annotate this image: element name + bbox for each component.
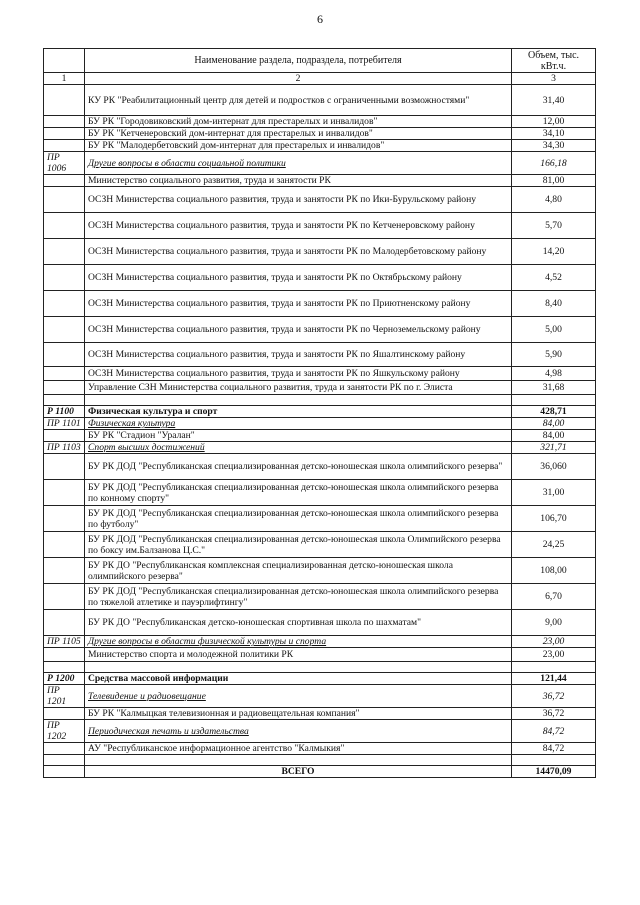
- row-code: ПР 1105: [44, 636, 85, 648]
- table-row: [44, 610, 596, 636]
- row-value: [512, 395, 596, 406]
- row-name: БУ РК ДОД "Республиканская специализированная детско-юношеская школа олимпийского резерва по конному спорту": [85, 480, 512, 506]
- table-row: [44, 454, 596, 480]
- row-value: 14,20: [512, 239, 596, 265]
- row-name: БУ РК "Стадион "Уралан": [85, 430, 512, 442]
- row-code: [44, 755, 85, 766]
- table-header-row: [44, 49, 596, 73]
- table-row: [44, 291, 596, 317]
- table-row: [44, 532, 596, 558]
- row-value: 321,71: [512, 442, 596, 454]
- row-name: ОСЗН Министерства социального развития, труда и занятости РК по Яшкульскому району: [85, 367, 512, 381]
- row-name: ОСЗН Министерства социального развития, труда и занятости РК по Кетченеровскому району: [85, 213, 512, 239]
- row-value: 4,80: [512, 187, 596, 213]
- table-row: [44, 116, 596, 128]
- row-name: [85, 755, 512, 766]
- table-row: [44, 128, 596, 140]
- row-value: 4,52: [512, 265, 596, 291]
- sub-row: [44, 720, 596, 743]
- row-value: 5,90: [512, 343, 596, 367]
- row-code: [44, 532, 85, 558]
- table-row: [44, 381, 596, 395]
- row-code: [44, 454, 85, 480]
- row-value: 166,18: [512, 152, 596, 175]
- row-value: 31,40: [512, 85, 596, 116]
- row-code: ПР 1101: [44, 418, 85, 430]
- row-value: 23,00: [512, 636, 596, 648]
- row-value: 36,72: [512, 685, 596, 708]
- row-code: Р 1200: [44, 673, 85, 685]
- row-code: [44, 558, 85, 584]
- table-row: [44, 175, 596, 187]
- header-code-cell: [44, 49, 85, 73]
- row-code: [44, 662, 85, 673]
- row-name: АУ "Республиканское информационное агентство "Калмыкия": [85, 743, 512, 755]
- row-name: БУ РК ДОД "Республиканская специализированная детско-юношеская школа олимпийского резерва по футболу": [85, 506, 512, 532]
- row-code: [44, 766, 85, 778]
- row-name: Управление СЗН Министерства социального развития, труда и занятости РК по г. Элиста: [85, 381, 512, 395]
- table-row: [44, 343, 596, 367]
- row-code: [44, 610, 85, 636]
- row-name: БУ РК "Калмыцкая телевизионная и радиовещательная компания": [85, 708, 512, 720]
- blank-row: [44, 755, 596, 766]
- row-code: [44, 291, 85, 317]
- row-code: [44, 343, 85, 367]
- row-value: 36,72: [512, 708, 596, 720]
- sub-row: [44, 685, 596, 708]
- row-name: БУ РК ДОД "Республиканская специализированная детско-юношеская школа Олимпийского резерва по боксу им.Балзанова Ц.С.": [85, 532, 512, 558]
- row-name: ОСЗН Министерства социального развития, труда и занятости РК по Ики-Бурульскому району: [85, 187, 512, 213]
- row-value: 121,44: [512, 673, 596, 685]
- table-row: [44, 239, 596, 265]
- table-row: [44, 506, 596, 532]
- row-name: БУ РК "Кетченеровский дом-интернат для престарелых и инвалидов": [85, 128, 512, 140]
- column-index-1: 1: [44, 73, 85, 85]
- row-name: Министерство социального развития, труда и занятости РК: [85, 175, 512, 187]
- row-code: ПР 1103: [44, 442, 85, 454]
- row-code: [44, 584, 85, 610]
- row-value: 5,70: [512, 213, 596, 239]
- page-number: 6: [317, 12, 323, 26]
- row-value: 108,00: [512, 558, 596, 584]
- consumption-table: [43, 48, 596, 778]
- table-row: [44, 367, 596, 381]
- row-value: 84,00: [512, 430, 596, 442]
- row-name: Периодическая печать и издательства: [85, 720, 512, 743]
- row-code: ПР 1201: [44, 685, 85, 708]
- row-value: 34,10: [512, 128, 596, 140]
- row-code: [44, 175, 85, 187]
- row-value: 23,00: [512, 648, 596, 662]
- row-name: БУ РК ДОД "Республиканская специализированная детско-юношеская школа олимпийского резерва": [85, 454, 512, 480]
- row-name: КУ РК "Реабилитационный центр для детей и подростков с ограниченными возможностями": [85, 85, 512, 116]
- row-name: БУ РК ДО "Республиканская детско-юношеская спортивная школа по шахматам": [85, 610, 512, 636]
- row-name: БУ РК "Городовиковский дом-интернат для престарелых и инвалидов": [85, 116, 512, 128]
- row-code: [44, 213, 85, 239]
- row-value: 84,72: [512, 720, 596, 743]
- row-code: [44, 648, 85, 662]
- row-value: 36,060: [512, 454, 596, 480]
- row-value: 428,71: [512, 406, 596, 418]
- row-code: [44, 381, 85, 395]
- row-code: [44, 708, 85, 720]
- row-name: Физическая культура: [85, 418, 512, 430]
- row-code: [44, 187, 85, 213]
- table-row: [44, 743, 596, 755]
- row-value: 12,00: [512, 116, 596, 128]
- column-index-3: 3: [512, 73, 596, 85]
- row-value: 84,72: [512, 743, 596, 755]
- blank-row: [44, 662, 596, 673]
- row-code: [44, 395, 85, 406]
- row-name: [85, 395, 512, 406]
- row-value: [512, 662, 596, 673]
- blank-row: [44, 395, 596, 406]
- row-value: 9,00: [512, 610, 596, 636]
- table-row: [44, 187, 596, 213]
- row-code: Р 1100: [44, 406, 85, 418]
- section-row: [44, 673, 596, 685]
- row-code: [44, 367, 85, 381]
- row-name: ВСЕГО: [85, 766, 512, 778]
- row-code: [44, 480, 85, 506]
- row-value: 24,25: [512, 532, 596, 558]
- table-row: [44, 558, 596, 584]
- sub-row: [44, 442, 596, 454]
- row-code: [44, 506, 85, 532]
- row-name: БУ РК ДО "Республиканская комплексная специализированная детско-юношеская школа олимпийского резерва": [85, 558, 512, 584]
- row-name: [85, 662, 512, 673]
- row-value: 5,00: [512, 317, 596, 343]
- header-name-cell: Наименование раздела, подраздела, потребителя: [85, 49, 512, 73]
- table-row: [44, 584, 596, 610]
- row-name: Физическая культура и спорт: [85, 406, 512, 418]
- row-name: Спорт высших достижений: [85, 442, 512, 454]
- table-row: [44, 85, 596, 116]
- column-index-row: [44, 73, 596, 85]
- row-code: [44, 85, 85, 116]
- row-value: [512, 755, 596, 766]
- row-code: [44, 430, 85, 442]
- row-value: 31,00: [512, 480, 596, 506]
- row-code: [44, 128, 85, 140]
- row-name: Другие вопросы в области социальной политики: [85, 152, 512, 175]
- row-value: 14470,09: [512, 766, 596, 778]
- row-name: БУ РК ДОД "Республиканская специализированная детско-юношеская школа олимпийского резерва по тяжелой атлетике и пауэрлифтингу": [85, 584, 512, 610]
- row-code: ПР 1202: [44, 720, 85, 743]
- table-body: [44, 85, 596, 778]
- row-value: 81,00: [512, 175, 596, 187]
- row-code: [44, 116, 85, 128]
- table-row: [44, 708, 596, 720]
- table-row: [44, 480, 596, 506]
- row-name: Министерство спорта и молодежной политики РК: [85, 648, 512, 662]
- row-value: 8,40: [512, 291, 596, 317]
- row-name: Телевидение и радиовещание: [85, 685, 512, 708]
- table-row: [44, 265, 596, 291]
- row-value: 106,70: [512, 506, 596, 532]
- sub-row: [44, 152, 596, 175]
- table-row: [44, 140, 596, 152]
- row-code: [44, 743, 85, 755]
- row-name: ОСЗН Министерства социального развития, труда и занятости РК по Октябрьскому району: [85, 265, 512, 291]
- header-value-cell: Объем, тыс. кВт.ч.: [512, 49, 596, 73]
- row-value: 34,30: [512, 140, 596, 152]
- row-value: 4,98: [512, 367, 596, 381]
- row-name: ОСЗН Министерства социального развития, труда и занятости РК по Малодербетовскому району: [85, 239, 512, 265]
- row-name: БУ РК "Малодербетовский дом-интернат для престарелых и инвалидов": [85, 140, 512, 152]
- row-name: ОСЗН Министерства социального развития, труда и занятости РК по Яшалтинскому району: [85, 343, 512, 367]
- row-name: ОСЗН Министерства социального развития, труда и занятости РК по Приютненскому району: [85, 291, 512, 317]
- row-code: [44, 317, 85, 343]
- row-name: Средства массовой информации: [85, 673, 512, 685]
- total-row: [44, 766, 596, 778]
- table-row: [44, 648, 596, 662]
- row-code: [44, 265, 85, 291]
- section-row: [44, 406, 596, 418]
- row-name: Другие вопросы в области физической культуры и спорта: [85, 636, 512, 648]
- row-value: 31,68: [512, 381, 596, 395]
- table-row: [44, 430, 596, 442]
- row-code: ПР 1006: [44, 152, 85, 175]
- table-row: [44, 213, 596, 239]
- row-value: 84,00: [512, 418, 596, 430]
- sub-row: [44, 636, 596, 648]
- sub-row: [44, 418, 596, 430]
- table-row: [44, 317, 596, 343]
- row-code: [44, 140, 85, 152]
- row-name: ОСЗН Министерства социального развития, труда и занятости РК по Черноземельскому району: [85, 317, 512, 343]
- row-value: 6,70: [512, 584, 596, 610]
- row-code: [44, 239, 85, 265]
- column-index-2: 2: [85, 73, 512, 85]
